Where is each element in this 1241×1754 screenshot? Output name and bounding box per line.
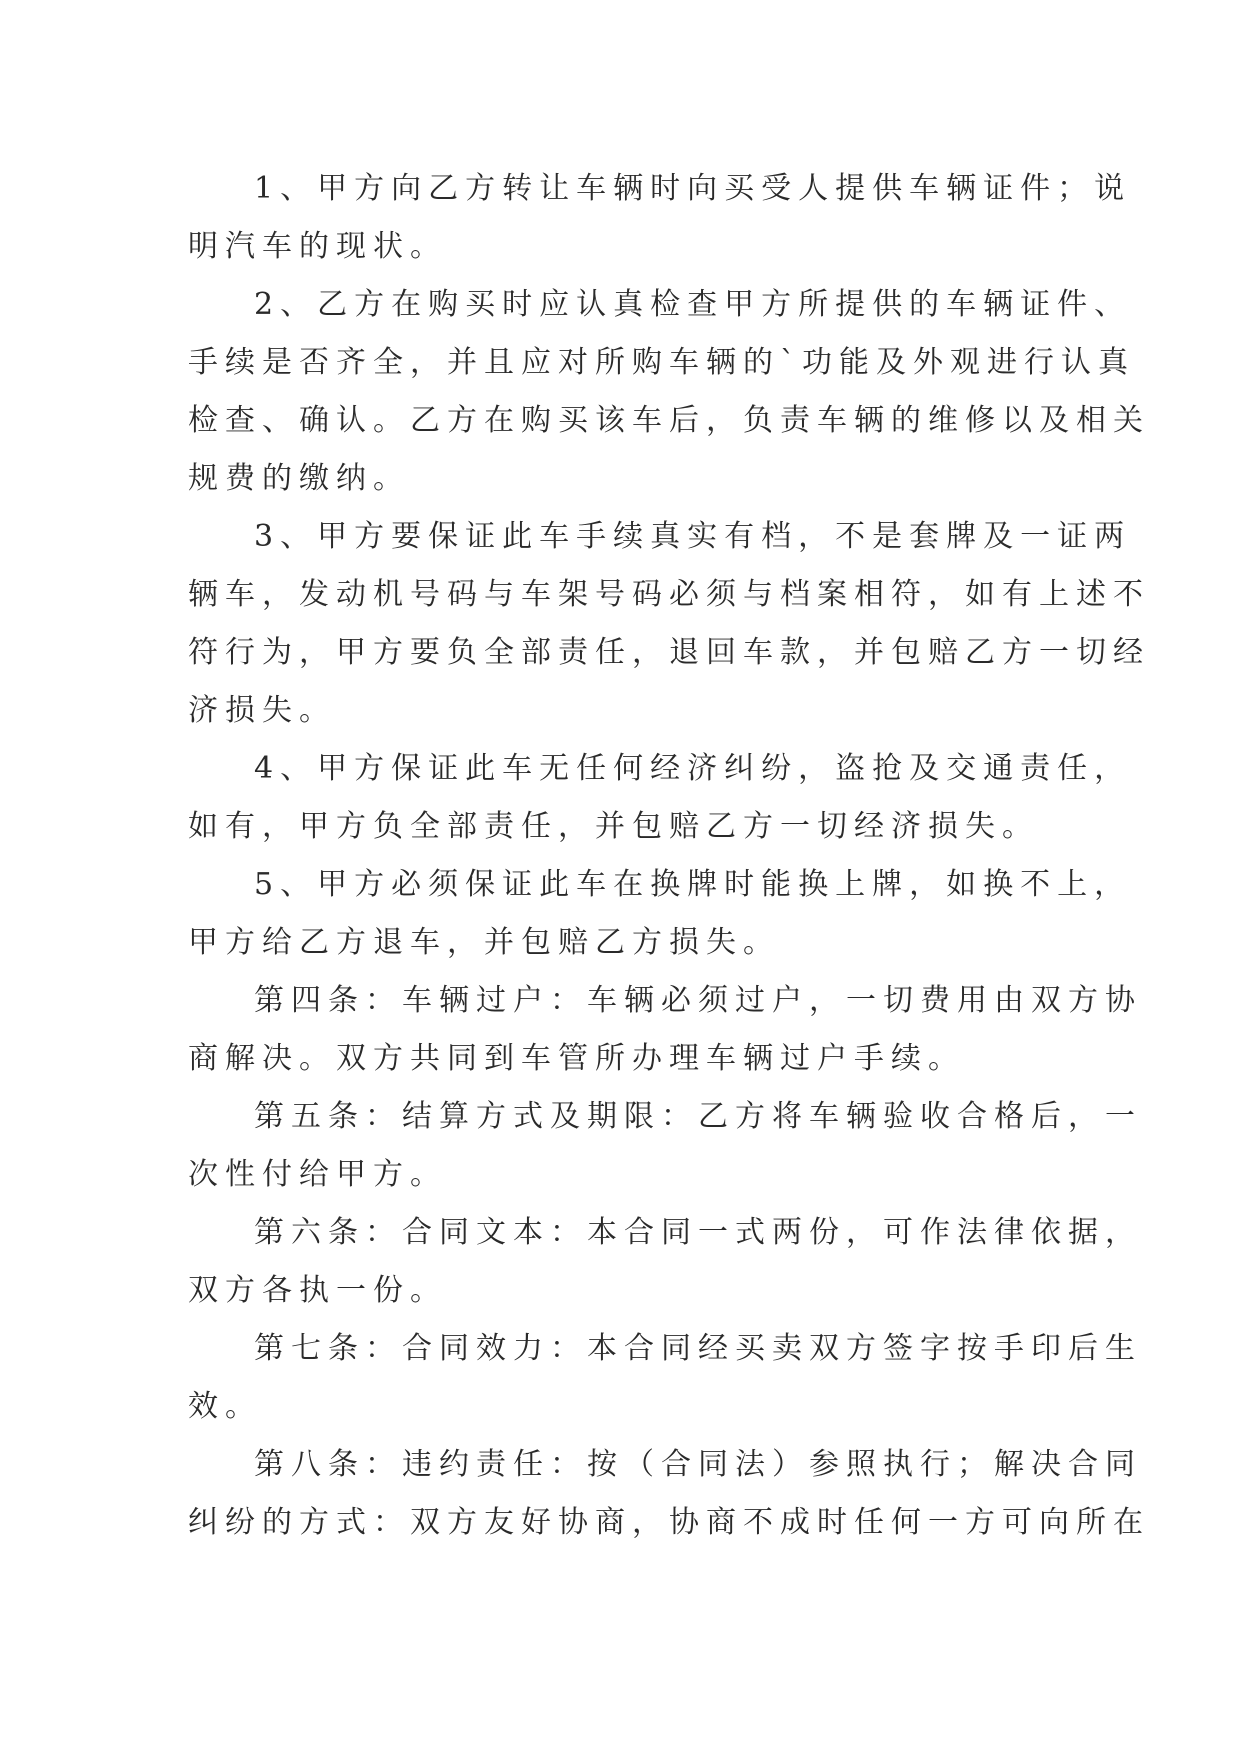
paragraph-line: 济损失。 [188, 693, 336, 728]
paragraph-line: 效。 [188, 1389, 262, 1424]
clause-2-paragraph [188, 276, 1150, 508]
paragraph-line: 3、甲方要保证此车手续真实有档，不是套牌及一证两 [254, 519, 1132, 554]
paragraph-line: 双方各执一份。 [188, 1273, 447, 1308]
paragraph-line: 5、甲方必须保证此车在换牌时能换上牌，如换不上， [254, 867, 1132, 902]
paragraph-line: 甲方给乙方退车，并包赔乙方损失。 [188, 925, 780, 960]
article-8-paragraph [188, 1436, 1150, 1552]
paragraph-line: 第四条：车辆过户：车辆必须过户，一切费用由双方协 [254, 983, 1142, 1018]
paragraph-line: 明汽车的现状。 [188, 229, 447, 264]
paragraph-line: 4、甲方保证此车无任何经济纠纷，盗抢及交通责任， [254, 751, 1132, 786]
paragraph-line: 第八条：违约责任：按（合同法）参照执行；解决合同 [254, 1447, 1142, 1482]
paragraph-line: 商解决。双方共同到车管所办理车辆过户手续。 [188, 1041, 965, 1076]
paragraph-line: 规费的缴纳。 [188, 461, 410, 496]
paragraph-line: 第七条：合同效力：本合同经买卖双方签字按手印后生 [254, 1331, 1142, 1366]
paragraph-line: 检查、确认。乙方在购买该车后，负责车辆的维修以及相关 [188, 403, 1150, 438]
article-6-paragraph [188, 1204, 1142, 1320]
paragraph-line: 纠纷的方式：双方友好协商，协商不成时任何一方可向所在 [188, 1505, 1150, 1540]
paragraph-line: 如有，甲方负全部责任，并包赔乙方一切经济损失。 [188, 809, 1039, 844]
paragraph-line: 第六条：合同文本：本合同一式两份，可作法律依据， [254, 1215, 1142, 1250]
paragraph-line: 辆车，发动机号码与车架号码必须与档案相符，如有上述不 [188, 577, 1150, 612]
clause-3-paragraph [188, 508, 1150, 740]
paragraph-line: 1、甲方向乙方转让车辆时向买受人提供车辆证件；说 [254, 171, 1132, 206]
article-5-paragraph [188, 1088, 1142, 1204]
clause-1-paragraph [188, 160, 1132, 276]
paragraph-line: 第五条：结算方式及期限：乙方将车辆验收合格后，一 [254, 1099, 1142, 1134]
article-4-paragraph [188, 972, 1142, 1088]
paragraph-line: 2、乙方在购买时应认真检查甲方所提供的车辆证件、 [254, 287, 1132, 322]
article-7-paragraph [188, 1320, 1142, 1436]
clause-4-paragraph [188, 740, 1132, 856]
paragraph-line: 手续是否齐全，并且应对所购车辆的`功能及外观进行认真 [188, 345, 1135, 380]
clause-5-paragraph [188, 856, 1132, 972]
document-body [188, 160, 1150, 1552]
paragraph-line: 符行为，甲方要负全部责任，退回车款，并包赔乙方一切经 [188, 635, 1150, 670]
paragraph-line: 次性付给甲方。 [188, 1157, 447, 1192]
